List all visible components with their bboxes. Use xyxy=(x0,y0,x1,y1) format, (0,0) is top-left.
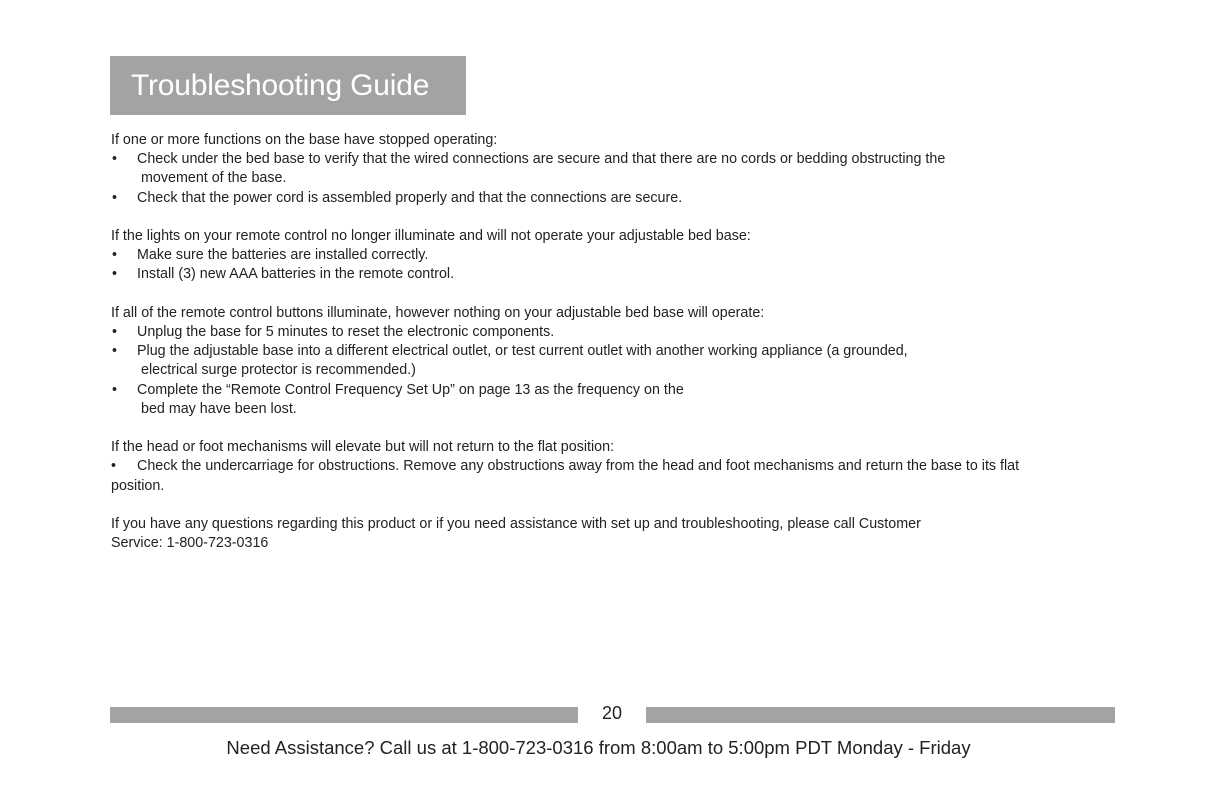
section-customer-service xyxy=(111,515,1111,553)
customer-service-phone: Service: 1-800-723-0316 xyxy=(111,535,269,552)
bullet-icon: • xyxy=(112,189,118,206)
footer-divider-right xyxy=(646,707,1115,723)
bullet-text: Plug the adjustable base into a different electrical outlet, or test current outlet with another working appliance (a grounded, xyxy=(137,343,908,360)
list-item xyxy=(111,150,1111,188)
bullet-list xyxy=(111,323,1111,419)
bullet-icon: • xyxy=(111,458,117,475)
list-item xyxy=(111,246,1111,265)
bullet-list xyxy=(111,150,1111,208)
section-functions-stopped xyxy=(111,131,1111,208)
bullet-icon: • xyxy=(112,343,118,360)
section-intro: If all of the remote control buttons illuminate, however nothing on your adjustable bed base will operate: xyxy=(111,304,765,321)
list-item xyxy=(111,342,1111,380)
bullet-icon: • xyxy=(112,151,118,168)
bullet-text: Make sure the batteries are installed correctly. xyxy=(137,247,429,264)
section-intro: If you have any questions regarding this product or if you need assistance with set up and troubleshooting, please call Customer xyxy=(111,516,921,532)
bullet-icon: • xyxy=(112,266,118,283)
footer-assistance-note: Need Assistance? Call us at 1-800-723-0316 from 8:00am to 5:00pm PDT Monday - Friday xyxy=(226,737,971,758)
list-item xyxy=(111,189,1111,208)
list-item xyxy=(111,265,1111,284)
bullet-icon: • xyxy=(112,324,118,340)
bullet-list xyxy=(111,246,1111,284)
bullet-text: Complete the “Remote Control Frequency Set Up” on page 13 as the frequency on the xyxy=(137,381,684,398)
bullet-text-continued: electrical surge protector is recommended.) xyxy=(141,362,416,379)
section-intro: If one or more functions on the base have stopped operating: xyxy=(111,132,498,148)
bullet-text-continued: position. xyxy=(111,477,165,494)
section-remote-not-illuminating xyxy=(111,227,1111,285)
troubleshooting-content xyxy=(111,131,1111,573)
section-mechanisms-not-returning xyxy=(111,438,1111,496)
bullet-icon: • xyxy=(112,381,118,398)
bullet-text-continued: movement of the base. xyxy=(141,170,287,187)
bullet-text: Check that the power cord is assembled properly and that the connections are secure. xyxy=(137,189,683,206)
section-intro: If the lights on your remote control no longer illuminate and will not operate your adjustable bed base: xyxy=(111,228,751,244)
list-item xyxy=(111,457,1111,495)
bullet-text: Unplug the base for 5 minutes to reset the electronic components. xyxy=(137,324,555,340)
list-item xyxy=(111,381,1111,419)
page-title: Troubleshooting Guide xyxy=(131,69,430,102)
section-intro: If the head or foot mechanisms will elevate but will not return to the flat position: xyxy=(111,439,615,456)
section-buttons-illuminate-no-operation xyxy=(111,304,1111,419)
footer-divider-left xyxy=(110,707,578,723)
page-number: 20 xyxy=(601,703,623,723)
bullet-text: Check the undercarriage for obstructions. Remove any obstructions away from the head and foot mechanisms and return the base to its flat xyxy=(137,458,1020,475)
bullet-text-continued: bed may have been lost. xyxy=(141,400,297,417)
title-banner xyxy=(110,56,466,115)
bullet-text: Check under the bed base to verify that the wired connections are secure and that there are no cords or bedding obstructing the xyxy=(137,151,946,168)
bullet-icon: • xyxy=(112,247,118,264)
list-item xyxy=(111,323,1111,342)
bullet-text: Install (3) new AAA batteries in the remote control. xyxy=(137,266,455,283)
